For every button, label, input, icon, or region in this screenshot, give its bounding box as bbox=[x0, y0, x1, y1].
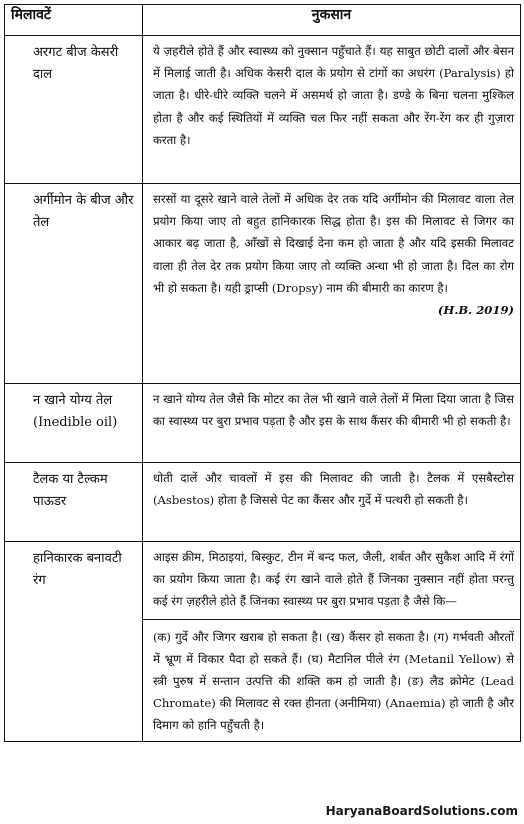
table-header-row bbox=[5, 5, 521, 36]
adulterant-name: टैलक या टैल्कम पाऊडर bbox=[5, 463, 143, 542]
adulteration-table bbox=[4, 4, 521, 742]
harm-description bbox=[143, 542, 521, 742]
harm-description bbox=[143, 384, 521, 463]
harm-description bbox=[143, 36, 521, 184]
harm-text: न खाने योग्य तेल जैसे कि मोटर का तेल भी खाने वाले तेलों में मिला दिया जाता है जिस का स्वास्थ्य पर बुरा प्रभाव पड़ता है और इस के साथ कैंसर की बीमारी भी हो सकती है। bbox=[153, 392, 514, 429]
table-row bbox=[5, 542, 521, 742]
adulterant-name-text: न खाने योग्य तेल bbox=[33, 393, 113, 408]
exam-citation: (H.B. 2019) bbox=[437, 303, 514, 318]
table-row bbox=[5, 36, 521, 184]
harm-text: आइस क्रीम, मिठाइयां, बिस्कुट, टीन में बन्द फल, जैली, शर्बत और सुकैश आदि में रंगों का प्रयोग किया जाता है। कई रंग खाने वाले होते हैं जिनका नुक्सान नहीं होता परन्तु कई रंग ज़हरीले होते हैं जिनका स्वास्थ्य पर बुरा प्रभाव पड़ता है जैसे कि— bbox=[153, 550, 514, 609]
header-adulterants: मिलावटें bbox=[5, 5, 143, 36]
harm-text-list: (क) गुर्दे और जिगर खराब हो सकता है। (ख) कैंसर हो सकता है। (ग) गर्भवती औरतों में भ्रूण में विकार पैदा हो सकते हैं। (घ) मैटानिल पीले रंग (Metanil Yellow) से स्त्री पुरुष में सन्तान उत्पत्ति की शक्ति कम हो जाती है। (ङ) लैड क्रोमेट (Lead Chromate) की मिलावट से रक्त हीनता (अनीमिया) (Anaemia) हो जाती है और दिमाग को हानि पहुँचती है। bbox=[153, 629, 514, 733]
inner-divider bbox=[143, 619, 520, 620]
harm-text: धोती दालें और चावलों में इस की मिलावट की जाती है। टैलक में एसबैस्टोस (Asbestos) होता है जिससे पेट का कैंसर और गुर्दे में पत्थरी हो सकती है। bbox=[153, 471, 514, 508]
harm-description bbox=[143, 184, 521, 384]
adulterant-name: हानिकारक बनावटी रंग bbox=[5, 542, 143, 742]
adulterant-name: अरगट बीज केसरी दाल bbox=[5, 36, 143, 184]
footer-site-name: HaryanaBoardSolutions.com bbox=[325, 804, 518, 818]
harm-text: ये ज़हरीले होते हैं और स्वास्थ्य को नुक्सान पहुँचाते हैं। यह साबुत छोटी दालों और बेसन में मिलाई जाती है। अधिक केसरी दाल के प्रयोग से टांगों का अधरंग (Paralysis) हो जाता है। धीरे-धीरे व्यक्ति चलने में असमर्थ हो जाता है। डण्डे के बिना चलना मुश्किल होता है और कई स्थितियों में व्यक्ति चल फिर नहीं सकता और रेंग-रेंग कर ही गुज़ारा करता है। bbox=[153, 44, 514, 147]
harm-text: सरसों या दूसरे खाने वाले तेलों में अधिक देर तक यदि अर्गीमोन की मिलावट वाला तेल प्रयोग किया जाए तो बहुत हानिकारक सिद्ध होता है। इस की मिलावट से जिगर का आकार बढ़ जाता है, आँखों से दिखाई देना कम हो जाता है और यदि इसकी मिलावट वाला ही तेल देर तक प्रयोग किया जाए तो व्यक्ति अन्धा भी हो जाता है। दिल का रोग भी हो सकता है। यही ड्राप्सी (Dropsy) नाम की बीमारी का कारण है। bbox=[153, 192, 514, 295]
table-row bbox=[5, 384, 521, 463]
adulterant-name bbox=[5, 384, 143, 463]
header-harm: नुकसान bbox=[143, 5, 521, 36]
table-row bbox=[5, 184, 521, 384]
table-row bbox=[5, 463, 521, 542]
adulterant-name-english: (Inedible oil) bbox=[33, 415, 118, 430]
harm-description bbox=[143, 463, 521, 542]
adulterant-name: अर्गीमोन के बीज और तेल bbox=[5, 184, 143, 384]
